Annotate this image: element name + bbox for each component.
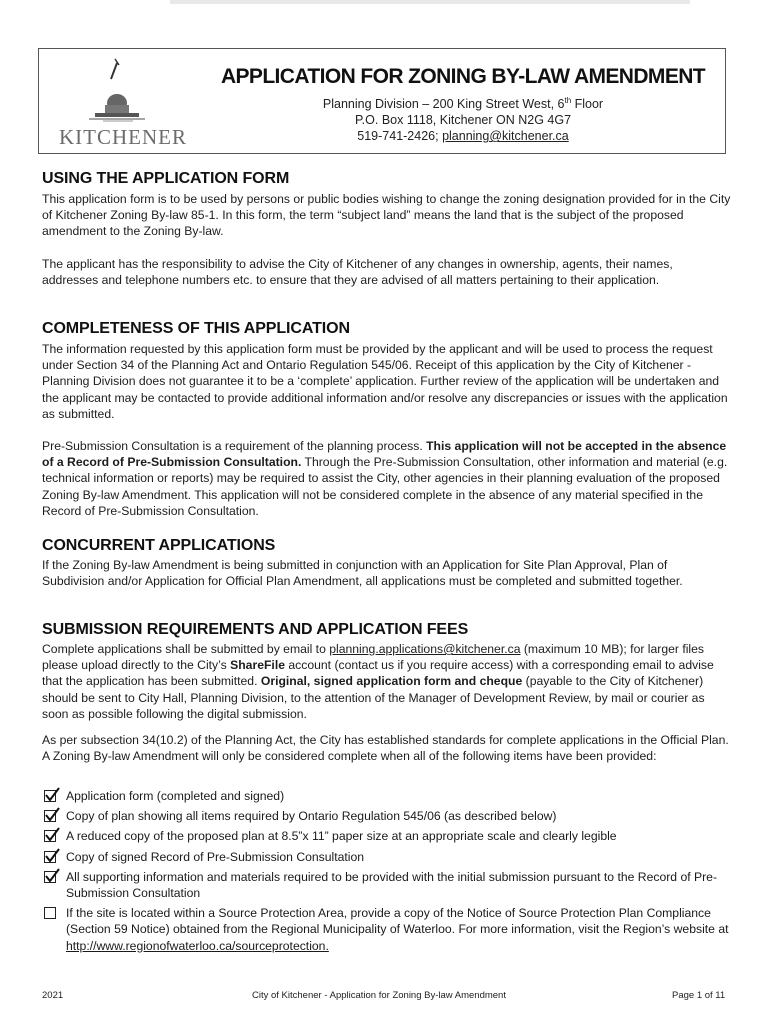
completeness-paragraph-1: The information requested by this application form must be provided by the applicant and will be used to process the request under Section 34 of the Planning Act and Ontario Regulation 545/06. Receipt of this application by the City of Kitchener - Planning Division does not guarantee it to be a ‘complete’ application. Further review of the application will be undertaken and the applicant may be contacted to provide additional information and/or resolve any discrepancies or issues with the application as submitted. [42,342,728,421]
email-link[interactable]: planning@kitchener.ca [442,129,569,144]
checklist-item: A reduced copy of the proposed plan at 8.5”x 11” paper size at an appropriate scale and clearly legible [42,828,732,844]
footer-title: City of Kitchener - Application for Zoning By-law Amendment [252,990,506,1001]
checkbox-checked[interactable] [44,790,56,802]
checkbox-checked[interactable] [44,830,56,842]
checklist-item: Application form (completed and signed) [42,788,732,804]
section-heading-completeness: COMPLETENESS OF THIS APPLICATION [42,320,350,337]
checklist-item: If the site is located within a Source Protection Area, provide a copy of the Notice of Source Protection Plan Compliance (Section 59 Notice) obtained from the Regional Municipality of Waterloo. For more information, visit the Region’s website at http://www.regionofwaterloo.ca/sourceprotection. [42,905,732,954]
using-paragraph-1: This application form is to be used by persons or public bodies wishing to change the zoning designation provided for in the City of Kitchener Zoning By-law 85-1. In this form, the term “subject land” means the land that is the subject of the proposed amendment to the Zoning By-law. [42,192,731,239]
checklist-item: Copy of signed Record of Pre-Submission Consultation [42,849,732,865]
checklist-item: All supporting information and materials required to be provided with the initial submission pursuant to the Record of Pre-Submission Consultation [42,869,732,901]
section-heading-submission: SUBMISSION REQUIREMENTS AND APPLICATION FEES [42,621,469,638]
phone-number: 519-741-2426; [357,129,443,144]
address-line-2: P.O. Box 1118, Kitchener ON N2G 4G7 [354,113,572,128]
footer-year: 2021 [42,990,64,1001]
header-box [38,48,726,154]
footer-page-number: Page 1 of 11 [672,990,726,1001]
checkbox-checked[interactable] [44,871,56,883]
using-paragraph-2: The applicant has the responsibility to advise the City of Kitchener of any changes in ownership, agents, their names, addresses and telephone numbers etc. to ensure that they are advised of all matters pertaining to their application. [42,257,673,288]
checkbox-unchecked[interactable] [44,907,56,919]
completeness-paragraph-2: Pre-Submission Consultation is a requirement of the planning process. This application will not be accepted in the absence of a Record of Pre-Submission Consultation. Through the Pre-Submission Consultation, other information and material (e.g. technical information or reports) may be required to assist the City, other agencies in their planning evaluation of the proposed Zoning By-law Amendment. This application will not be considered complete in the absence of any material specified in the Record of Pre-Submission Consultation. [42,439,728,518]
submission-paragraph-1: Complete applications shall be submitted by email to planning.applications@kitchener.ca (maximum 10 MB); for larger files please upload directly to the City’s ShareFile account (contact us if you require access) with a corresponding email to advise that the application has been submitted. Original, signed application form and cheque (payable to the City of Kitchener) should be sent to City Hall, Planning Division, to the attention of the Manager of Development Review, by mail or courier as soon as possible following the digital submission. [42,642,714,721]
checkbox-checked[interactable] [44,810,56,822]
page-title: APPLICATION FOR ZONING BY-LAW AMENDMENT [220,65,706,88]
submission-paragraph-2: As per subsection 34(10.2) of the Planning Act, the City has established standards for complete applications in the Official Plan. A Zoning By-law Amendment will only be considered complete when all of the following items have been provided: [42,733,729,764]
checkbox-checked[interactable] [44,851,56,863]
logo-wordmark: KITCHENER [59,125,187,149]
contact-line [203,128,723,144]
planning-applications-email-link[interactable]: planning.applications@kitchener.ca [329,642,521,656]
contact-block [203,93,723,144]
section-heading-concurrent: CONCURRENT APPLICATIONS [42,537,276,554]
checklist-item: Copy of plan showing all items required by Ontario Regulation 545/06 (as described below) [42,808,732,824]
concurrent-paragraph: If the Zoning By-law Amendment is being submitted in conjunction with an Application for Site Plan Approval, Plan of Subdivision and/or Application for Official Plan Amendment, all applications must be completed and submitted together. [42,558,683,589]
kitchener-logo [45,55,195,147]
source-protection-link[interactable]: http://www.regionofwaterloo.ca/sourceprotection. [66,938,329,953]
city-hall-icon [45,55,195,125]
scan-edge [170,0,690,4]
address-line-1: Planning Division – 200 King Street West, 6th Floor [322,96,604,112]
requirements-checklist [42,788,732,958]
section-heading-using: USING THE APPLICATION FORM [42,170,290,187]
